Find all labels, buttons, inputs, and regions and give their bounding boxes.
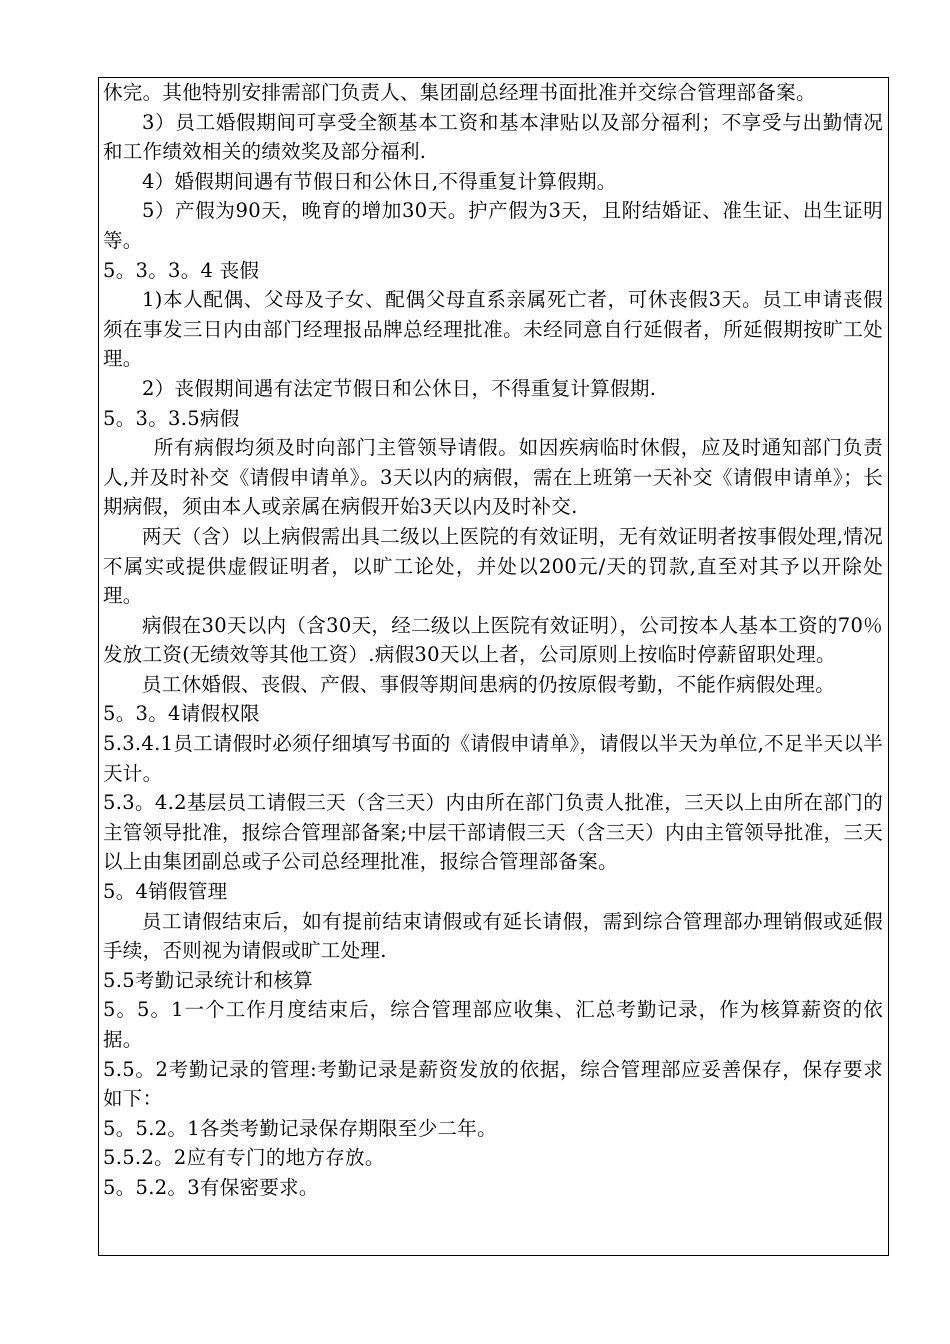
clause: 5。5.2。3有保密要求。 — [103, 1175, 319, 1199]
paragraph: 休完。其他特别安排需部门负责人、集团副总经理书面批准并交综合管理部备案。 — [103, 81, 816, 104]
paragraph: 4）婚假期间遇有节假日和公休日,不得重复计算假期。 — [142, 169, 617, 193]
paragraph: 2）丧假期间遇有法定节假日和公休日，不得重复计算假期. — [142, 376, 657, 400]
document-frame — [98, 77, 889, 1256]
section-heading: 5。4销假管理 — [103, 880, 228, 904]
section-heading: 5。3。4请假权限 — [103, 702, 260, 726]
paragraph: 病假在30天以内（含30天，经二级以上医院有效证明），公司按本人基本工资的70％发放工资(无绩效等其他工资）.病假30天以上者，公司原则上按临时停薪留职处理。 — [103, 613, 883, 667]
section-heading: 5.5考勤记录统计和核算 — [103, 968, 314, 992]
paragraph: 5）产假为90天，晚育的增加30天。护产假为3天，且附结婚证、准生证、出生证明等。 — [103, 199, 883, 252]
paragraph: 3）员工婚假期间可享受全额基本工资和基本津贴以及部分福利；不享受与出勤情况和工作绩效相关的绩效奖及部分福利. — [103, 110, 883, 164]
section-heading: 5。3。3.5病假 — [103, 406, 240, 430]
clause: 5.5。2考勤记录的管理:考勤记录是薪资发放的依据，综合管理部应妥善保存，保存要求如下： — [103, 1057, 883, 1111]
paragraph: 1)本人配偶、父母及子女、配偶父母直系亲属死亡者，可休丧假3天。员工申请丧假须在事发三日内由部门经理报品牌总经理批准。未经同意自行延假者，所延假期按旷工处理。 — [103, 288, 883, 371]
paragraph: 员工休婚假、丧假、产假、事假等期间患病的仍按原假考勤，不能作病假处理。 — [142, 672, 836, 696]
paragraph: 员工请假结束后，如有提前结束请假或有延长请假，需到综合管理部办理销假或延假手续，否则视为请假或旷工处理. — [103, 909, 883, 963]
clause: 5.5.2。2应有专门的地方存放。 — [103, 1146, 385, 1170]
paragraph: 两天（含）以上病假需出具二级以上医院的有效证明，无有效证明者按事假处理,情况不属实或提供虚假证明者，以旷工论处，并处以200元/天的罚款,直至对其予以开除处理。 — [103, 524, 883, 608]
document-body — [103, 78, 883, 1203]
clause: 5.3。4.2基层员工请假三天（含三天）内由所在部门负责人批准，三天以上由所在部门的主管领导批准，报综合管理部备案;中层干部请假三天（含三天）内由主管领导批准，三天以上由集团副总或子公司总经理批准，报综合管理部备案。 — [103, 791, 883, 874]
clause: 5.3.4.1员工请假时必须仔细填写书面的《请假申请单》，请假以半天为单位,不足半天以半天计。 — [103, 732, 883, 785]
section-heading: 5。3。3。4 丧假 — [103, 258, 260, 282]
clause: 5。5。1一个工作月度结束后，综合管理部应收集、汇总考勤记录，作为核算薪资的依据。 — [103, 998, 883, 1051]
clause: 5。5.2。1各类考勤记录保存期限至少二年。 — [103, 1116, 497, 1140]
paragraph: 所有病假均须及时向部门主管领导请假。如因疾病临时休假，应及时通知部门负责人,并及时补交《请假申请单》。3天以内的病假，需在上班第一天补交《请假申请单》；长期病假，须由本人或亲属在病假开始3天以内及时补交. — [103, 436, 883, 519]
